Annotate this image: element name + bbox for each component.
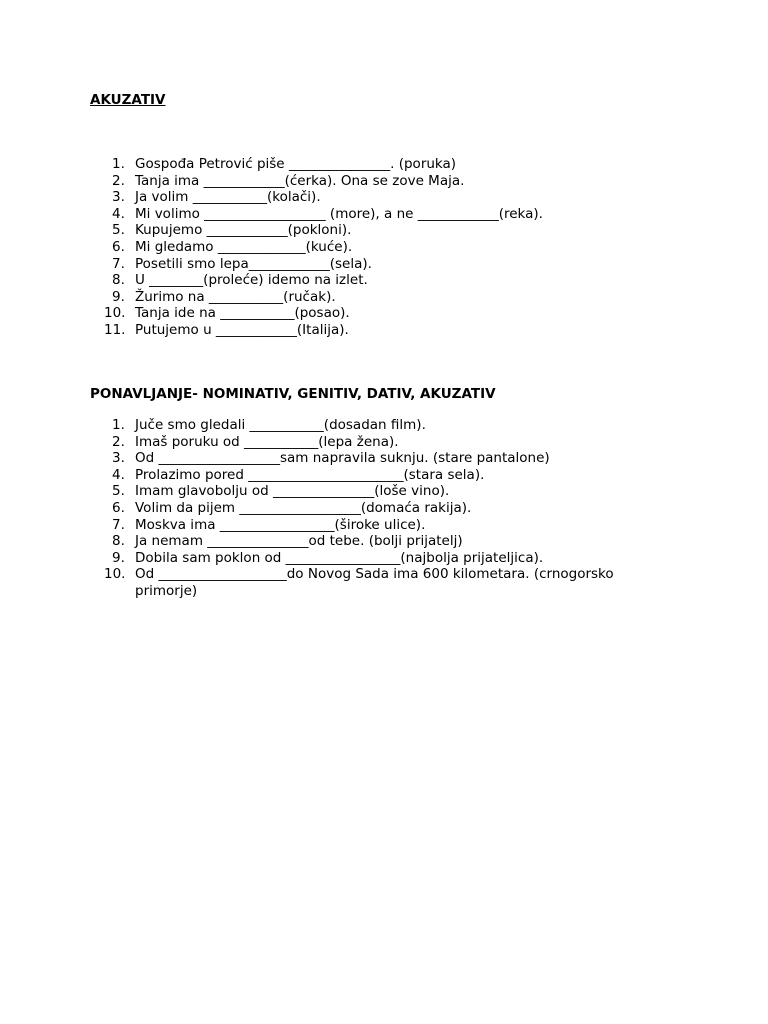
item-number: 3. [112,189,125,206]
exercise-item [90,206,650,223]
exercise-item [90,417,650,434]
item-number: 2. [112,172,125,189]
item-number: 11. [104,321,126,338]
exercise-item [90,289,650,306]
item-text: Moskva ima _________________(široke ulice). [135,516,426,533]
exercise-item [90,239,650,256]
item-text: Juče smo gledali ___________(dosadan film). [135,417,426,433]
item-number: 9. [112,549,125,566]
exercise-item [90,500,650,517]
exercise-item [90,322,650,339]
exercise-item [90,156,650,173]
item-text: Tanja ide na ___________(posao). [135,305,350,322]
item-text: Tanja ima ____________(ćerka). Ona se zove Maja. [135,172,465,189]
item-number: 7. [112,516,125,533]
item-number: 6. [112,499,125,516]
item-text: Ja nemam _______________od tebe. (bolji prijatelj) [135,533,463,550]
item-number: 4. [112,466,125,483]
item-text: Ja volim ___________(kolači). [135,189,321,206]
item-number: 4. [112,205,125,222]
item-text: Od ___________________do Novog Sada ima 600 kilometara. (crnogorsko primorje) [135,566,614,599]
exercise-item [90,550,650,567]
item-text: Prolazimo pored _______________________(stara sela). [135,466,485,483]
item-text: Od __________________sam napravila suknju. (stare pantalone) [135,450,550,467]
exercise-item [90,533,650,550]
exercise-item [90,272,650,289]
item-number: 1. [112,417,125,433]
item-number: 1. [112,156,125,172]
item-text: Žurimo na ___________(ručak). [135,288,336,305]
item-number: 9. [112,288,125,305]
exercise-item [90,189,650,206]
item-text: Kupujemo ____________(pokloni). [135,222,352,239]
exercise-item [90,256,650,273]
item-number: 3. [112,450,125,467]
item-number: 2. [112,433,125,450]
exercise-item [90,483,650,500]
item-number: 10. [104,305,126,322]
item-text: Mi gledamo _____________(kuće). [135,238,353,255]
section-2-heading: PONAVLJANJE- NOMINATIV, GENITIV, DATIV, AKUZATIV [90,386,496,402]
item-text: Imaš poruku od ___________(lepa žena). [135,433,399,450]
exercise-item [90,222,650,239]
item-number: 8. [112,272,125,289]
item-text: U ________(proleće) idemo na izlet. [135,272,368,289]
section-1-heading: AKUZATIV [90,92,166,108]
item-number: 5. [112,483,125,500]
item-text: Gospođa Petrović piše _______________. (poruka) [135,156,457,172]
exercise-item [90,305,650,322]
exercise-item [90,450,650,467]
exercise-item [90,467,650,484]
item-number: 5. [112,222,125,239]
item-number: 7. [112,255,125,272]
item-text: Posetili smo lepa____________(sela). [135,255,372,272]
item-text: Volim da pijem __________________(domaća rakija). [135,499,472,516]
item-number: 8. [112,533,125,550]
item-text: Imam glavobolju od _______________(loše vino). [135,483,450,500]
exercise-item [90,434,650,451]
item-number: 6. [112,238,125,255]
exercise-item [90,173,650,190]
section-2-exercise-list [90,417,650,600]
exercise-item [90,566,650,599]
exercise-item [90,517,650,534]
item-text: Dobila sam poklon od _________________(najbolja prijateljica). [135,549,544,566]
section-1-exercise-list [90,156,650,339]
item-text: Mi volimo __________________ (more), a ne ____________(reka). [135,205,543,222]
item-number: 10. [104,566,126,583]
item-text: Putujemo u ____________(Italija). [135,321,349,338]
